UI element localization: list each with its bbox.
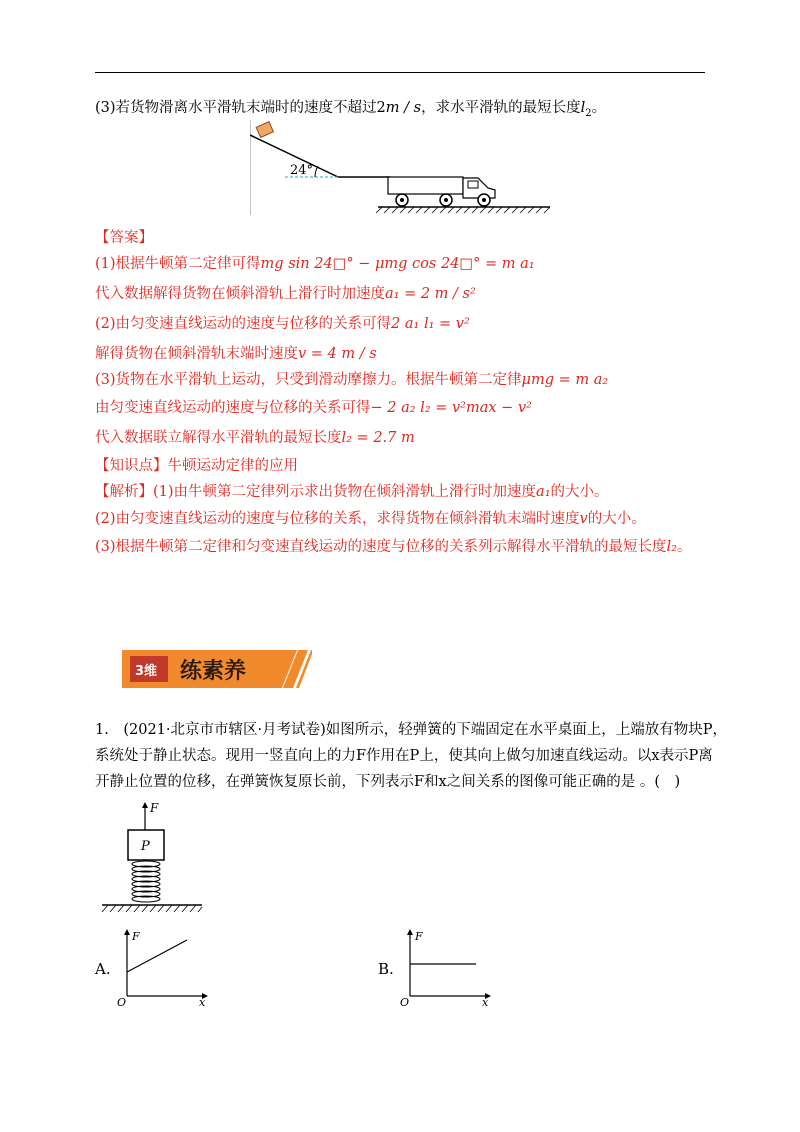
slide-truck-figure: [250, 120, 560, 220]
cargo-box-icon: [256, 122, 273, 138]
answer-line-3: (2)由匀变速直线运动的速度与位移的关系可得2 a₁ l₁ = v²: [95, 316, 470, 332]
truck-icon: [388, 177, 495, 206]
option-b-graph[interactable]: [398, 926, 498, 1006]
force-label: F: [150, 801, 159, 815]
answer-line-5: (3)货物在水平滑轨上运动，只受到滑动摩擦力。根据牛顿第二定律μmg = m a₂: [95, 372, 609, 388]
origin-label: O: [117, 996, 127, 1006]
y-axis-arrowhead: [124, 929, 130, 935]
question1-line-3: 开静止位置的位移，在弹簧恢复原长前，下列表示F和x之间关系的图像可能正确的是 。( ): [95, 774, 681, 790]
analysis-line-1: 【解析】(1)由牛顿第二定律列示求出货物在倾斜滑轨上滑行时加速度a₁的大小。: [95, 484, 609, 500]
x-axis-label: x: [482, 996, 489, 1006]
origin-label: O: [400, 996, 410, 1006]
angle-label: 24°: [290, 163, 314, 178]
spring-block-figure: [98, 800, 208, 918]
y-axis-label: F: [132, 930, 140, 943]
option-a-graph[interactable]: [115, 926, 215, 1006]
force-arrowhead: [142, 802, 148, 808]
y-axis-label: F: [415, 930, 423, 943]
y-axis-arrowhead: [407, 929, 413, 935]
option-a-label[interactable]: A.: [95, 960, 111, 978]
knowledge-point: 【知识点】牛顿运动定律的应用: [95, 458, 298, 474]
table-hatching: [102, 905, 202, 912]
answer-line-4: 解得货物在倾斜滑轨末端时速度v = 4 m / s: [95, 346, 377, 362]
q3-text: (3)若货物滑离水平滑轨末端时的速度不超过2m / s，求水平滑轨的最短长度$l_2$。: [95, 100, 607, 119]
question1-line-1: 1. (2021·北京市市辖区·月考试卷)如图所示，轻弹簧的下端固定在水平桌面上，上端放有物块P，: [95, 722, 728, 738]
analysis-line-2: (2)由匀变速直线运动的速度与位移的关系，求得货物在倾斜滑轨末端时速度v的大小。: [95, 511, 646, 527]
answer-line-6: 由匀变速直线运动的速度与位移的关系可得− 2 a₂ l₂ = v²max − v²: [95, 400, 532, 416]
header-rule: [95, 72, 705, 73]
answer-line-7: 代入数据联立解得水平滑轨的最短长度l₂ = 2.7 m: [95, 430, 415, 446]
answer-line-1: (1)根据牛顿第二定律可得mg sin 24□° − μmg cos 24□° = m a₁: [95, 256, 535, 272]
answer-heading: 【答案】: [95, 230, 153, 246]
option-b-label[interactable]: B.: [378, 960, 394, 978]
banner-title: 练素养: [180, 659, 247, 684]
spring-coils: [132, 861, 160, 902]
question1-line-2: 系统处于静止状态。现用一竖直向上的力F作用在P上，使其向上做匀加速直线运动。以x表示P离: [95, 748, 713, 764]
section-banner: [122, 650, 312, 688]
answer-line-2: 代入数据解得货物在倾斜滑轨上滑行时加速度a₁ = 2 m / s²: [95, 286, 476, 302]
analysis-line-3: (3)根据牛顿第二定律和匀变速直线运动的速度与位移的关系列示解得水平滑轨的最短长度l₂。: [95, 539, 692, 555]
ground-hatching: [376, 207, 550, 213]
banner-badge-text: 3维: [135, 664, 158, 679]
block-label: P: [141, 839, 150, 854]
graph-line: [127, 940, 187, 972]
angle-arc: [315, 166, 318, 177]
x-axis-label: x: [199, 996, 206, 1006]
